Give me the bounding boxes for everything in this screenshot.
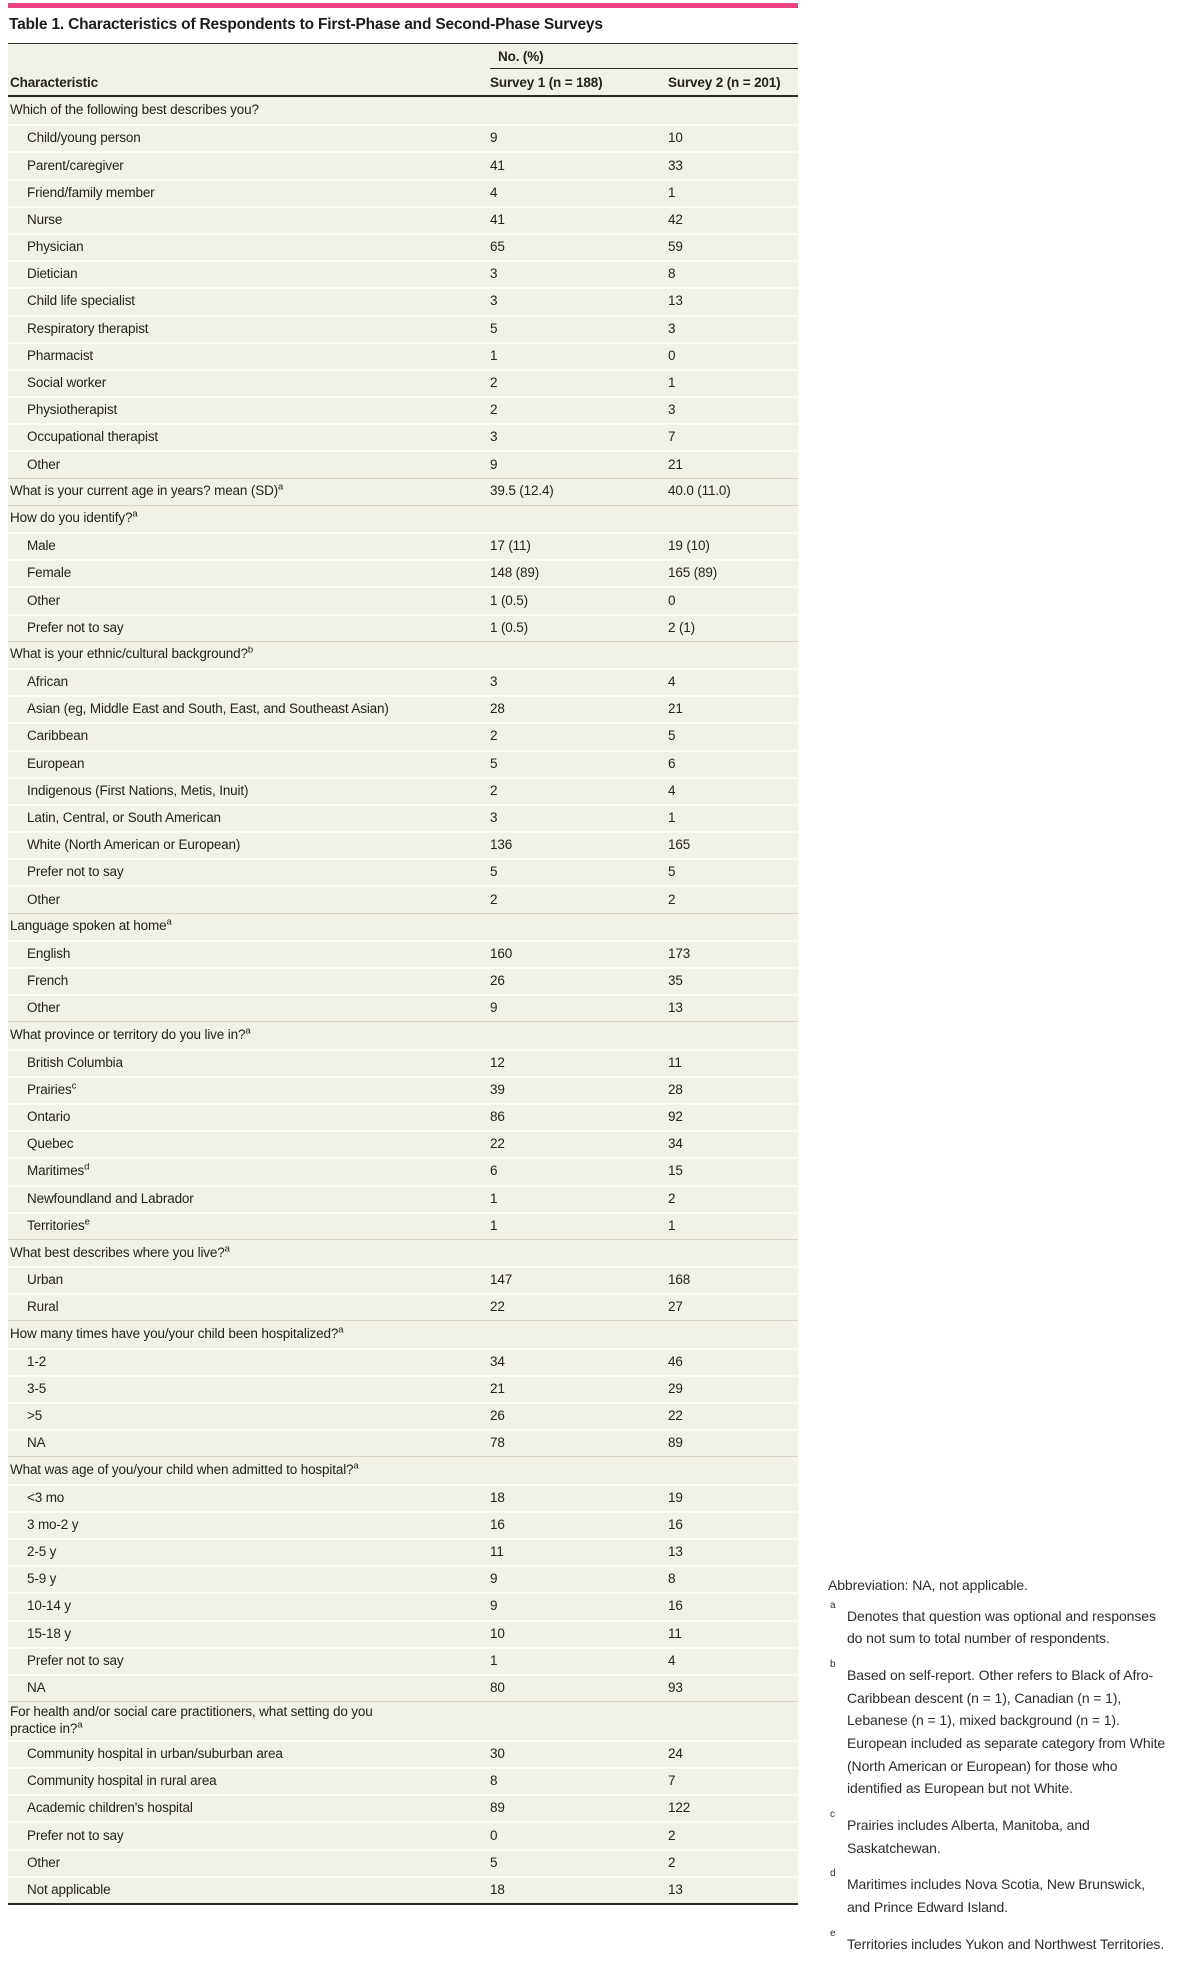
characteristic-cell: 10-14 y xyxy=(27,1598,71,1614)
table-row xyxy=(8,1876,798,1903)
survey1-value-cell: 16 xyxy=(490,1516,505,1532)
characteristic-cell: Child/young person xyxy=(27,130,141,146)
survey2-value-cell: 28 xyxy=(668,1081,683,1097)
survey2-value-cell: 122 xyxy=(668,1800,691,1816)
table-row xyxy=(8,1849,798,1876)
survey1-value-cell: 5 xyxy=(490,864,498,880)
characteristic-cell: 3-5 xyxy=(27,1380,47,1396)
survey2-value-cell: 0 xyxy=(668,592,676,608)
survey2-value-cell: 11 xyxy=(668,1625,682,1641)
footnote-item: b Based on self-report. Other refers to Black of Afro-Caribbean descent (n = 1), Canadian (n = 1), Lebanese (n = 1), mixed background (n = 1). European included as separate category from White (North American or European) for those who identified as European but not White. xyxy=(830,1659,1166,1797)
characteristic-cell: French xyxy=(27,973,69,989)
table-section-row xyxy=(8,641,798,668)
survey1-value-cell: 39.5 (12.4) xyxy=(490,483,554,499)
table-row xyxy=(8,695,798,722)
survey2-value-cell: 33 xyxy=(668,157,683,173)
survey1-value-cell: 5 xyxy=(490,1854,498,1870)
characteristic-cell: Respiratory therapist xyxy=(27,320,149,336)
survey1-value-cell: 28 xyxy=(490,701,505,717)
survey2-value-cell: 1 xyxy=(668,184,676,200)
abbreviation-note: Abbreviation: NA, not applicable. xyxy=(828,1577,1028,1593)
group-header-row xyxy=(8,44,798,69)
survey1-value-cell: 3 xyxy=(490,293,498,309)
table-row xyxy=(8,559,798,586)
table-row xyxy=(8,967,798,994)
footnote-marker-ref: a xyxy=(224,1243,230,1255)
table-section-row xyxy=(8,1456,798,1483)
survey2-value-cell: 0 xyxy=(668,347,676,363)
characteristic-cell: British Columbia xyxy=(27,1054,123,1070)
survey2-value-cell: 8 xyxy=(668,266,676,282)
footnote-marker-ref: b xyxy=(247,644,254,656)
characteristic-cell: Physiotherapist xyxy=(27,402,118,418)
footnote-marker-ref: a xyxy=(338,1324,344,1336)
footnote-marker-ref: c xyxy=(71,1080,77,1092)
survey1-value-cell: 9 xyxy=(490,1000,498,1016)
characteristic-cell: What was age of you/your child when admitted to hospital?$^a$ xyxy=(10,1460,359,1478)
survey2-value-cell: 4 xyxy=(668,674,676,690)
characteristic-cell: European xyxy=(27,755,85,771)
footnote-marker-ref: e xyxy=(84,1216,90,1228)
characteristic-cell: Child life specialist xyxy=(27,293,135,309)
survey1-value-cell: 9 xyxy=(490,456,498,472)
column-header-survey2: Survey 2 (n = 201) xyxy=(668,74,781,90)
survey1-value-cell: 10 xyxy=(490,1625,505,1641)
footnote-text: Prairies includes Alberta, Manitoba, and Saskatchewan. xyxy=(847,1817,1090,1856)
survey1-value-cell: 2 xyxy=(490,402,498,418)
survey2-value-cell: 2 (1) xyxy=(668,619,696,635)
table-row xyxy=(8,124,798,151)
survey1-value-cell: 160 xyxy=(490,945,513,961)
survey1-value-cell: 11 xyxy=(490,1544,504,1560)
table-row xyxy=(8,885,798,912)
characteristic-cell: Latin, Central, or South American xyxy=(27,810,221,826)
survey1-value-cell: 26 xyxy=(490,1408,505,1424)
survey2-value-cell: 173 xyxy=(668,945,691,961)
characteristic-cell: Academic children's hospital xyxy=(27,1800,193,1816)
survey2-value-cell: 10 xyxy=(668,130,683,146)
table-row xyxy=(8,1049,798,1076)
characteristic-cell: What best describes where you live?$^a$ xyxy=(10,1243,230,1260)
characteristic-cell: Which of the following best describes you? xyxy=(10,102,259,118)
table-row xyxy=(8,1565,798,1592)
characteristic-cell: Social worker xyxy=(27,375,107,391)
survey1-value-cell: 1 (0.5) xyxy=(490,619,528,635)
survey2-value-cell: 22 xyxy=(668,1408,683,1424)
table-row xyxy=(8,315,798,342)
table-section-row xyxy=(8,505,798,532)
characteristic-cell: Language spoken at home$^a$ xyxy=(10,916,172,934)
survey1-value-cell: 89 xyxy=(490,1800,505,1816)
survey2-value-cell: 2 xyxy=(668,1854,676,1870)
characteristic-cell: Quebec xyxy=(27,1136,74,1152)
characteristic-cell: Occupational therapist xyxy=(27,429,159,445)
table-row xyxy=(8,1348,798,1375)
survey2-value-cell: 24 xyxy=(668,1745,683,1761)
characteristic-cell: 3 mo-2 y xyxy=(27,1516,79,1532)
characteristic-cell: Other xyxy=(27,1854,61,1870)
characteristic-cell: How many times have you/your child been hospitalized?$^a$ xyxy=(10,1324,344,1342)
footnote-text: Based on self-report. Other refers to Black of Afro-Caribbean descent (n = 1), Canadian (n = 1), Lebanese (n = 1), mixed background (n = 1). European included as separate category from White (North American or European) for those who identified as European but not White. xyxy=(847,1667,1166,1797)
survey1-value-cell: 3 xyxy=(490,674,498,690)
footnote-marker-ref: a xyxy=(245,1025,251,1037)
table-panel xyxy=(8,3,798,1905)
table-row xyxy=(8,1429,798,1456)
survey1-value-cell: 22 xyxy=(490,1136,505,1152)
footnote-marker-ref: a xyxy=(166,916,172,928)
footnote-text: Maritimes includes Nova Scotia, New Brunswick, and Prince Edward Island. xyxy=(847,1876,1146,1916)
survey1-value-cell: 34 xyxy=(490,1353,505,1369)
survey1-value-cell: 86 xyxy=(490,1109,505,1125)
survey1-value-cell: 18 xyxy=(490,1881,505,1897)
survey1-value-cell: 9 xyxy=(490,130,498,146)
group-header-label: No. (%) xyxy=(498,48,544,64)
survey2-value-cell: 8 xyxy=(668,1571,676,1587)
footnote-marker-ref: a xyxy=(77,1719,83,1731)
table-row xyxy=(8,804,798,831)
characteristic-cell: Ontario xyxy=(27,1109,71,1125)
table-section-row xyxy=(8,1239,798,1266)
survey1-value-cell: 5 xyxy=(490,755,498,771)
survey2-value-cell: 11 xyxy=(668,1054,682,1070)
table-body xyxy=(8,97,798,1905)
survey1-value-cell: 1 xyxy=(490,1190,498,1206)
survey1-value-cell: 18 xyxy=(490,1489,505,1505)
survey1-value-cell: 65 xyxy=(490,239,505,255)
survey1-value-cell: 78 xyxy=(490,1435,505,1451)
survey1-value-cell: 41 xyxy=(490,211,505,227)
characteristic-cell: Nurse xyxy=(27,211,63,227)
survey1-value-cell: 3 xyxy=(490,429,498,445)
survey1-value-cell: 1 xyxy=(490,1652,498,1668)
table-row xyxy=(8,1157,798,1184)
characteristic-cell: Prairies$^c$ xyxy=(27,1080,77,1097)
survey1-value-cell: 80 xyxy=(490,1680,505,1696)
table-row xyxy=(8,369,798,396)
characteristic-cell: Pharmacist xyxy=(27,347,94,363)
survey1-value-cell: 6 xyxy=(490,1163,498,1179)
table-row xyxy=(8,1767,798,1794)
column-header-row xyxy=(8,69,798,97)
survey2-value-cell: 1 xyxy=(668,1217,676,1233)
survey2-value-cell: 1 xyxy=(668,375,676,391)
survey1-value-cell: 2 xyxy=(490,375,498,391)
table-row xyxy=(8,994,798,1021)
table-row xyxy=(8,831,798,858)
characteristic-cell: 15-18 y xyxy=(27,1625,71,1641)
survey1-value-cell: 17 (11) xyxy=(490,538,531,554)
characteristic-cell: Prefer not to say xyxy=(27,1652,124,1668)
characteristic-cell: African xyxy=(27,674,68,690)
survey2-value-cell: 16 xyxy=(668,1598,683,1614)
column-header-characteristic: Characteristic xyxy=(10,74,98,90)
table-row xyxy=(8,1674,798,1701)
table-row xyxy=(8,342,798,369)
survey2-value-cell: 21 xyxy=(668,456,683,472)
table-row xyxy=(8,586,798,613)
survey1-value-cell: 147 xyxy=(490,1272,513,1288)
survey2-value-cell: 13 xyxy=(668,1881,683,1897)
table-row xyxy=(8,1130,798,1157)
survey2-value-cell: 5 xyxy=(668,864,676,880)
survey2-value-cell: 3 xyxy=(668,320,676,336)
survey2-value-cell: 15 xyxy=(668,1163,683,1179)
survey2-value-cell: 13 xyxy=(668,293,683,309)
characteristic-cell: Male xyxy=(27,538,56,554)
group-header-cell xyxy=(490,44,798,69)
characteristic-cell: Community hospital in urban/suburban area xyxy=(27,1745,283,1761)
footnotes xyxy=(828,1574,1168,1969)
characteristic-cell: Urban xyxy=(27,1272,64,1288)
survey1-value-cell: 8 xyxy=(490,1773,498,1789)
table-row xyxy=(8,1185,798,1212)
characteristic-cell: Indigenous (First Nations, Metis, Inuit) xyxy=(27,782,249,798)
table-row xyxy=(8,450,798,477)
characteristic-cell: Other xyxy=(27,592,61,608)
survey1-value-cell: 12 xyxy=(490,1054,505,1070)
survey2-value-cell: 13 xyxy=(668,1544,683,1560)
footnote-item: c Prairies includes Alberta, Manitoba, and Saskatchewan. xyxy=(830,1809,1090,1856)
survey2-value-cell: 7 xyxy=(668,429,676,445)
survey1-value-cell: 9 xyxy=(490,1571,498,1587)
characteristic-cell: NA xyxy=(27,1435,46,1451)
table-row xyxy=(8,940,798,967)
characteristic-cell: What is your ethnic/cultural background?$^b$ xyxy=(10,644,254,662)
survey2-value-cell: 19 (10) xyxy=(668,538,710,554)
survey2-value-cell: 89 xyxy=(668,1435,683,1451)
footnote-list xyxy=(828,1599,1168,1956)
survey1-value-cell: 1 xyxy=(490,347,498,363)
table-row xyxy=(8,750,798,777)
survey2-value-cell: 29 xyxy=(668,1380,683,1396)
column-header-survey1: Survey 1 (n = 188) xyxy=(490,74,603,90)
table-row xyxy=(8,1794,798,1821)
survey1-value-cell: 21 xyxy=(490,1380,505,1396)
survey2-value-cell: 40.0 (11.0) xyxy=(668,483,731,499)
survey2-value-cell: 13 xyxy=(668,1000,683,1016)
survey2-value-cell: 21 xyxy=(668,701,683,717)
group-header-spacer xyxy=(8,44,490,69)
characteristic-cell: What is your current age in years? mean (SD)$^a$ xyxy=(10,481,284,499)
survey2-value-cell: 42 xyxy=(668,211,683,227)
table-section-row xyxy=(8,1021,798,1048)
survey2-value-cell: 16 xyxy=(668,1516,683,1532)
survey1-value-cell: 1 (0.5) xyxy=(490,592,528,608)
table-row xyxy=(8,1620,798,1647)
footnote-marker-ref: a xyxy=(278,481,284,493)
survey1-value-cell: 5 xyxy=(490,320,498,336)
table-row xyxy=(8,233,798,260)
survey1-value-cell: 1 xyxy=(490,1217,498,1233)
footnote-text: Territories includes Yukon and Northwest Territories. xyxy=(847,1935,1165,1952)
survey2-value-cell: 35 xyxy=(668,973,683,989)
table-row xyxy=(8,668,798,695)
characteristic-cell: Asian (eg, Middle East and South, East, and Southeast Asian) xyxy=(27,701,389,717)
survey2-value-cell: 92 xyxy=(668,1109,683,1125)
characteristic-cell: >5 xyxy=(27,1408,43,1424)
table-row xyxy=(8,151,798,178)
survey2-value-cell: 165 xyxy=(668,837,691,853)
characteristic-cell: Community hospital in rural area xyxy=(27,1773,217,1789)
survey2-value-cell: 2 xyxy=(668,1827,676,1843)
table-section-row xyxy=(8,478,798,505)
survey1-value-cell: 39 xyxy=(490,1081,505,1097)
characteristic-cell: Other xyxy=(27,1000,61,1016)
table-row xyxy=(8,1821,798,1848)
footnote-marker-ref: d xyxy=(84,1161,90,1173)
survey2-value-cell: 1 xyxy=(668,810,676,826)
survey2-value-cell: 46 xyxy=(668,1353,683,1369)
characteristic-cell: Not applicable xyxy=(27,1881,111,1897)
characteristic-cell: English xyxy=(27,945,71,961)
table-section-row xyxy=(8,913,798,940)
survey2-value-cell: 2 xyxy=(668,891,676,907)
footnote-item: a Denotes that question was optional and responses do not sum to total number of respondents. xyxy=(830,1599,1156,1647)
table-row xyxy=(8,614,798,641)
table-row xyxy=(8,1212,798,1239)
characteristic-cell: Territories$^e$ xyxy=(27,1216,90,1233)
table-section-row xyxy=(8,1320,798,1347)
table-title: Table 1. Characteristics of Respondents to First-Phase and Second-Phase Surveys xyxy=(8,8,798,44)
survey1-value-cell: 22 xyxy=(490,1299,505,1315)
survey2-value-cell: 7 xyxy=(668,1773,676,1789)
survey1-value-cell: 3 xyxy=(490,810,498,826)
survey1-value-cell: 41 xyxy=(490,157,505,173)
table-row xyxy=(8,260,798,287)
table-row xyxy=(8,722,798,749)
footnote-item: e Territories includes Yukon and Northwest Territories. xyxy=(830,1927,1165,1952)
table-section-row xyxy=(8,97,798,124)
table-section-row xyxy=(8,1701,798,1740)
table-row xyxy=(8,1375,798,1402)
table-row xyxy=(8,1266,798,1293)
table-row xyxy=(8,1402,798,1429)
characteristic-cell: Caribbean xyxy=(27,728,88,744)
table-row xyxy=(8,1103,798,1130)
table-row xyxy=(8,1511,798,1538)
characteristic-cell: Parent/caregiver xyxy=(27,157,124,173)
table-row xyxy=(8,423,798,450)
survey2-value-cell: 34 xyxy=(668,1136,683,1152)
characteristic-cell: Prefer not to say xyxy=(27,864,124,880)
table-row xyxy=(8,1740,798,1767)
survey1-value-cell: 26 xyxy=(490,973,505,989)
survey2-value-cell: 6 xyxy=(668,755,676,771)
characteristic-cell: Friend/family member xyxy=(27,184,155,200)
footnote-text: Denotes that question was optional and responses do not sum to total number of respondents. xyxy=(847,1607,1156,1647)
table-row xyxy=(8,396,798,423)
table-row xyxy=(8,206,798,233)
table-row xyxy=(8,532,798,559)
survey1-value-cell: 3 xyxy=(490,266,498,282)
characteristic-cell: Other xyxy=(27,456,61,472)
characteristic-cell: Physician xyxy=(27,239,84,255)
survey2-value-cell: 4 xyxy=(668,782,676,798)
table-row xyxy=(8,1647,798,1674)
characteristic-cell: 1-2 xyxy=(27,1353,47,1369)
footnote-item: d Maritimes includes Nova Scotia, New Brunswick, and Prince Edward Island. xyxy=(830,1868,1146,1916)
characteristic-cell: Maritimes$^d$ xyxy=(27,1161,90,1179)
table-row xyxy=(8,1293,798,1320)
characteristic-cell: Newfoundland and Labrador xyxy=(27,1190,194,1206)
survey1-value-cell: 2 xyxy=(490,891,498,907)
survey2-value-cell: 5 xyxy=(668,728,676,744)
characteristic-cell: Rural xyxy=(27,1299,59,1315)
characteristic-cell: 2-5 y xyxy=(27,1544,57,1560)
table-row xyxy=(8,287,798,314)
table-row xyxy=(8,1076,798,1103)
characteristic-cell: Other xyxy=(27,891,61,907)
characteristic-cell: How do you identify?$^a$ xyxy=(10,508,138,526)
characteristic-cell: 5-9 y xyxy=(27,1571,57,1587)
survey1-value-cell: 0 xyxy=(490,1827,498,1843)
survey2-value-cell: 93 xyxy=(668,1680,683,1696)
table-row xyxy=(8,858,798,885)
survey1-value-cell: 4 xyxy=(490,184,498,200)
characteristic-cell: What province or territory do you live in?$^a$ xyxy=(10,1025,251,1043)
survey2-value-cell: 27 xyxy=(668,1299,683,1315)
footnote-marker-ref: a xyxy=(132,508,138,520)
table-header xyxy=(8,44,798,97)
characteristic-cell: For health and/or social care practitioners, what setting do you practice in?$^a$ xyxy=(10,1704,373,1736)
survey2-value-cell: 165 (89) xyxy=(668,565,718,581)
survey2-value-cell: 2 xyxy=(668,1190,676,1206)
characteristic-cell: Prefer not to say xyxy=(27,619,124,635)
characteristic-cell: Female xyxy=(27,565,72,581)
table-row xyxy=(8,777,798,804)
characteristic-cell: <3 mo xyxy=(27,1489,65,1505)
survey2-value-cell: 4 xyxy=(668,1652,676,1668)
survey1-value-cell: 2 xyxy=(490,728,498,744)
survey2-value-cell: 3 xyxy=(668,402,676,418)
survey1-value-cell: 136 xyxy=(490,837,513,853)
survey2-value-cell: 59 xyxy=(668,239,683,255)
table-row xyxy=(8,1484,798,1511)
survey1-value-cell: 148 (89) xyxy=(490,565,540,581)
survey1-value-cell: 30 xyxy=(490,1745,505,1761)
survey1-value-cell: 9 xyxy=(490,1598,498,1614)
table-row xyxy=(8,1538,798,1565)
characteristic-cell: NA xyxy=(27,1680,46,1696)
survey2-value-cell: 168 xyxy=(668,1272,691,1288)
survey1-value-cell: 2 xyxy=(490,782,498,798)
characteristic-cell: Prefer not to say xyxy=(27,1827,124,1843)
characteristic-cell: Dietician xyxy=(27,266,78,282)
footnote-marker-ref: a xyxy=(353,1460,359,1472)
characteristic-cell: White (North American or European) xyxy=(27,837,241,853)
table-row xyxy=(8,1592,798,1619)
survey2-value-cell: 19 xyxy=(668,1489,683,1505)
table-row xyxy=(8,179,798,206)
